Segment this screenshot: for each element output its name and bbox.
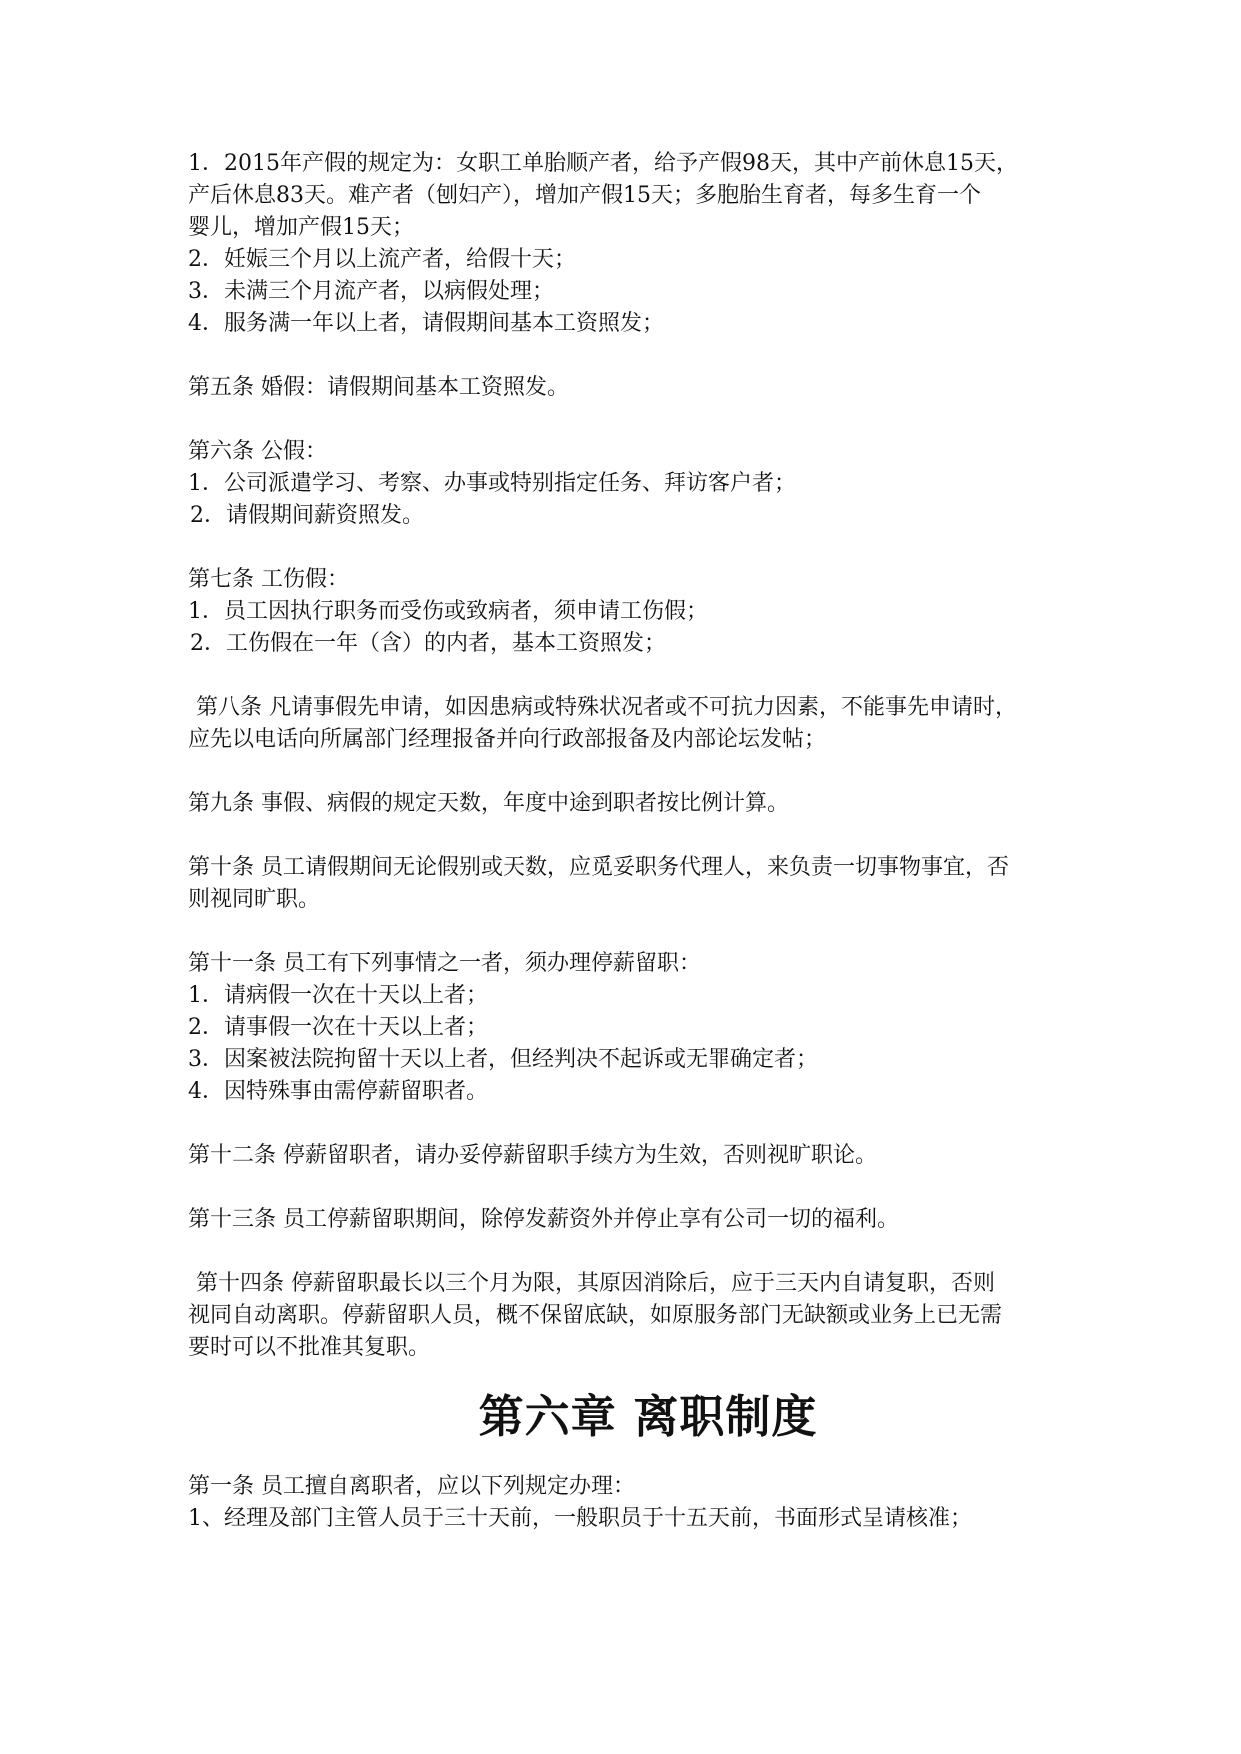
article-heading: 第十三条 员工停薪留职期间，除停发薪资外并停止享有公司一切的福利。 [188,1207,899,1232]
text-line: 视同自动离职。停薪留职人员，概不保留底缺，如原服务部门无缺额或业务上已无需 [188,1303,1003,1328]
article-heading: 第十四条 停薪留职最长以三个月为限，其原因消除后，应于三天内自请复职，否则 [196,1271,995,1296]
text-line: 2．请事假一次在十天以上者； [188,1015,488,1040]
paragraph-gap [188,404,1108,436]
article-heading: 第八条 凡请事假先申请，如因患病或特殊状况者或不可抗力因素，不能事先申请时， [196,695,1017,720]
text-line: 1．2015年产假的规定为：女职工单胎顺产者，给予产假98天，其中产前休息15天， [188,151,1018,176]
article-heading: 第七条 工伤假： [188,567,349,592]
text-line: 3．因案被法院拘留十天以上者，但经判决不起诉或无罪确定者； [188,1047,818,1072]
document-body [188,148,1108,1535]
text-line: 2．工伤假在一年（含）的内者，基本工资照发； [190,631,666,656]
article-heading: 第一条 员工擅自离职者，应以下列规定办理： [188,1474,635,1499]
article-heading: 第五条 婚假：请假期间基本工资照发。 [188,375,569,400]
paragraph-gap [188,660,1108,692]
article-heading: 第十一条 员工有下列事情之一者，须办理停薪留职： [188,951,701,976]
text-line: 婴儿，增加产假15天； [188,215,414,240]
text-line: 1．公司派遣学习、考察、办事或特别指定任务、拜访客户者； [188,471,796,496]
article-heading: 第十条 员工请假期间无论假别或天数，应觅妥职务代理人，来负责一切事物事宜，否 [188,855,1009,880]
paragraph-gap [188,916,1108,948]
text-line: 要时可以不批准其复职。 [188,1335,431,1360]
paragraph-gap [188,1236,1108,1268]
text-line: 1、经理及部门主管人员于三十天前，一般职员于十五天前，书面形式呈请核准； [188,1506,972,1531]
paragraph-gap [188,340,1108,372]
text-line: 1．请病假一次在十天以上者； [188,983,488,1008]
text-line: 2．请假期间薪资照发。 [190,503,424,528]
text-line: 4．因特殊事由需停薪留职者。 [188,1079,488,1104]
paragraph-gap [188,820,1108,852]
paragraph-gap [188,1172,1108,1204]
text-line: 3．未满三个月流产者，以病假处理； [188,279,554,304]
text-line: 4．服务满一年以上者，请假期间基本工资照发； [188,311,664,336]
article-heading: 第九条 事假、病假的规定天数，年度中途到职者按比例计算。 [188,791,789,816]
text-line: 应先以电话向所属部门经理报备并向行政部报备及内部论坛发帖； [188,727,827,752]
paragraph-gap [188,1108,1108,1140]
article-heading: 第十二条 停薪留职者，请办妥停薪留职手续方为生效，否则视旷职论。 [188,1143,877,1168]
text-line: 1．员工因执行职务而受伤或致病者，须申请工伤假； [188,599,708,624]
text-line: 则视同旷职。 [188,887,321,912]
paragraph-gap [188,756,1108,788]
text-line: 产后休息83天。难产者（刨妇产），增加产假15天；多胞胎生育者，每多生育一个 [188,183,981,208]
chapter-title: 第六章 离职制度 [478,1390,818,1443]
text-line: 2．妊娠三个月以上流产者，给假十天； [188,247,576,272]
article-heading: 第六条 公假： [188,439,327,464]
paragraph-gap [188,532,1108,564]
